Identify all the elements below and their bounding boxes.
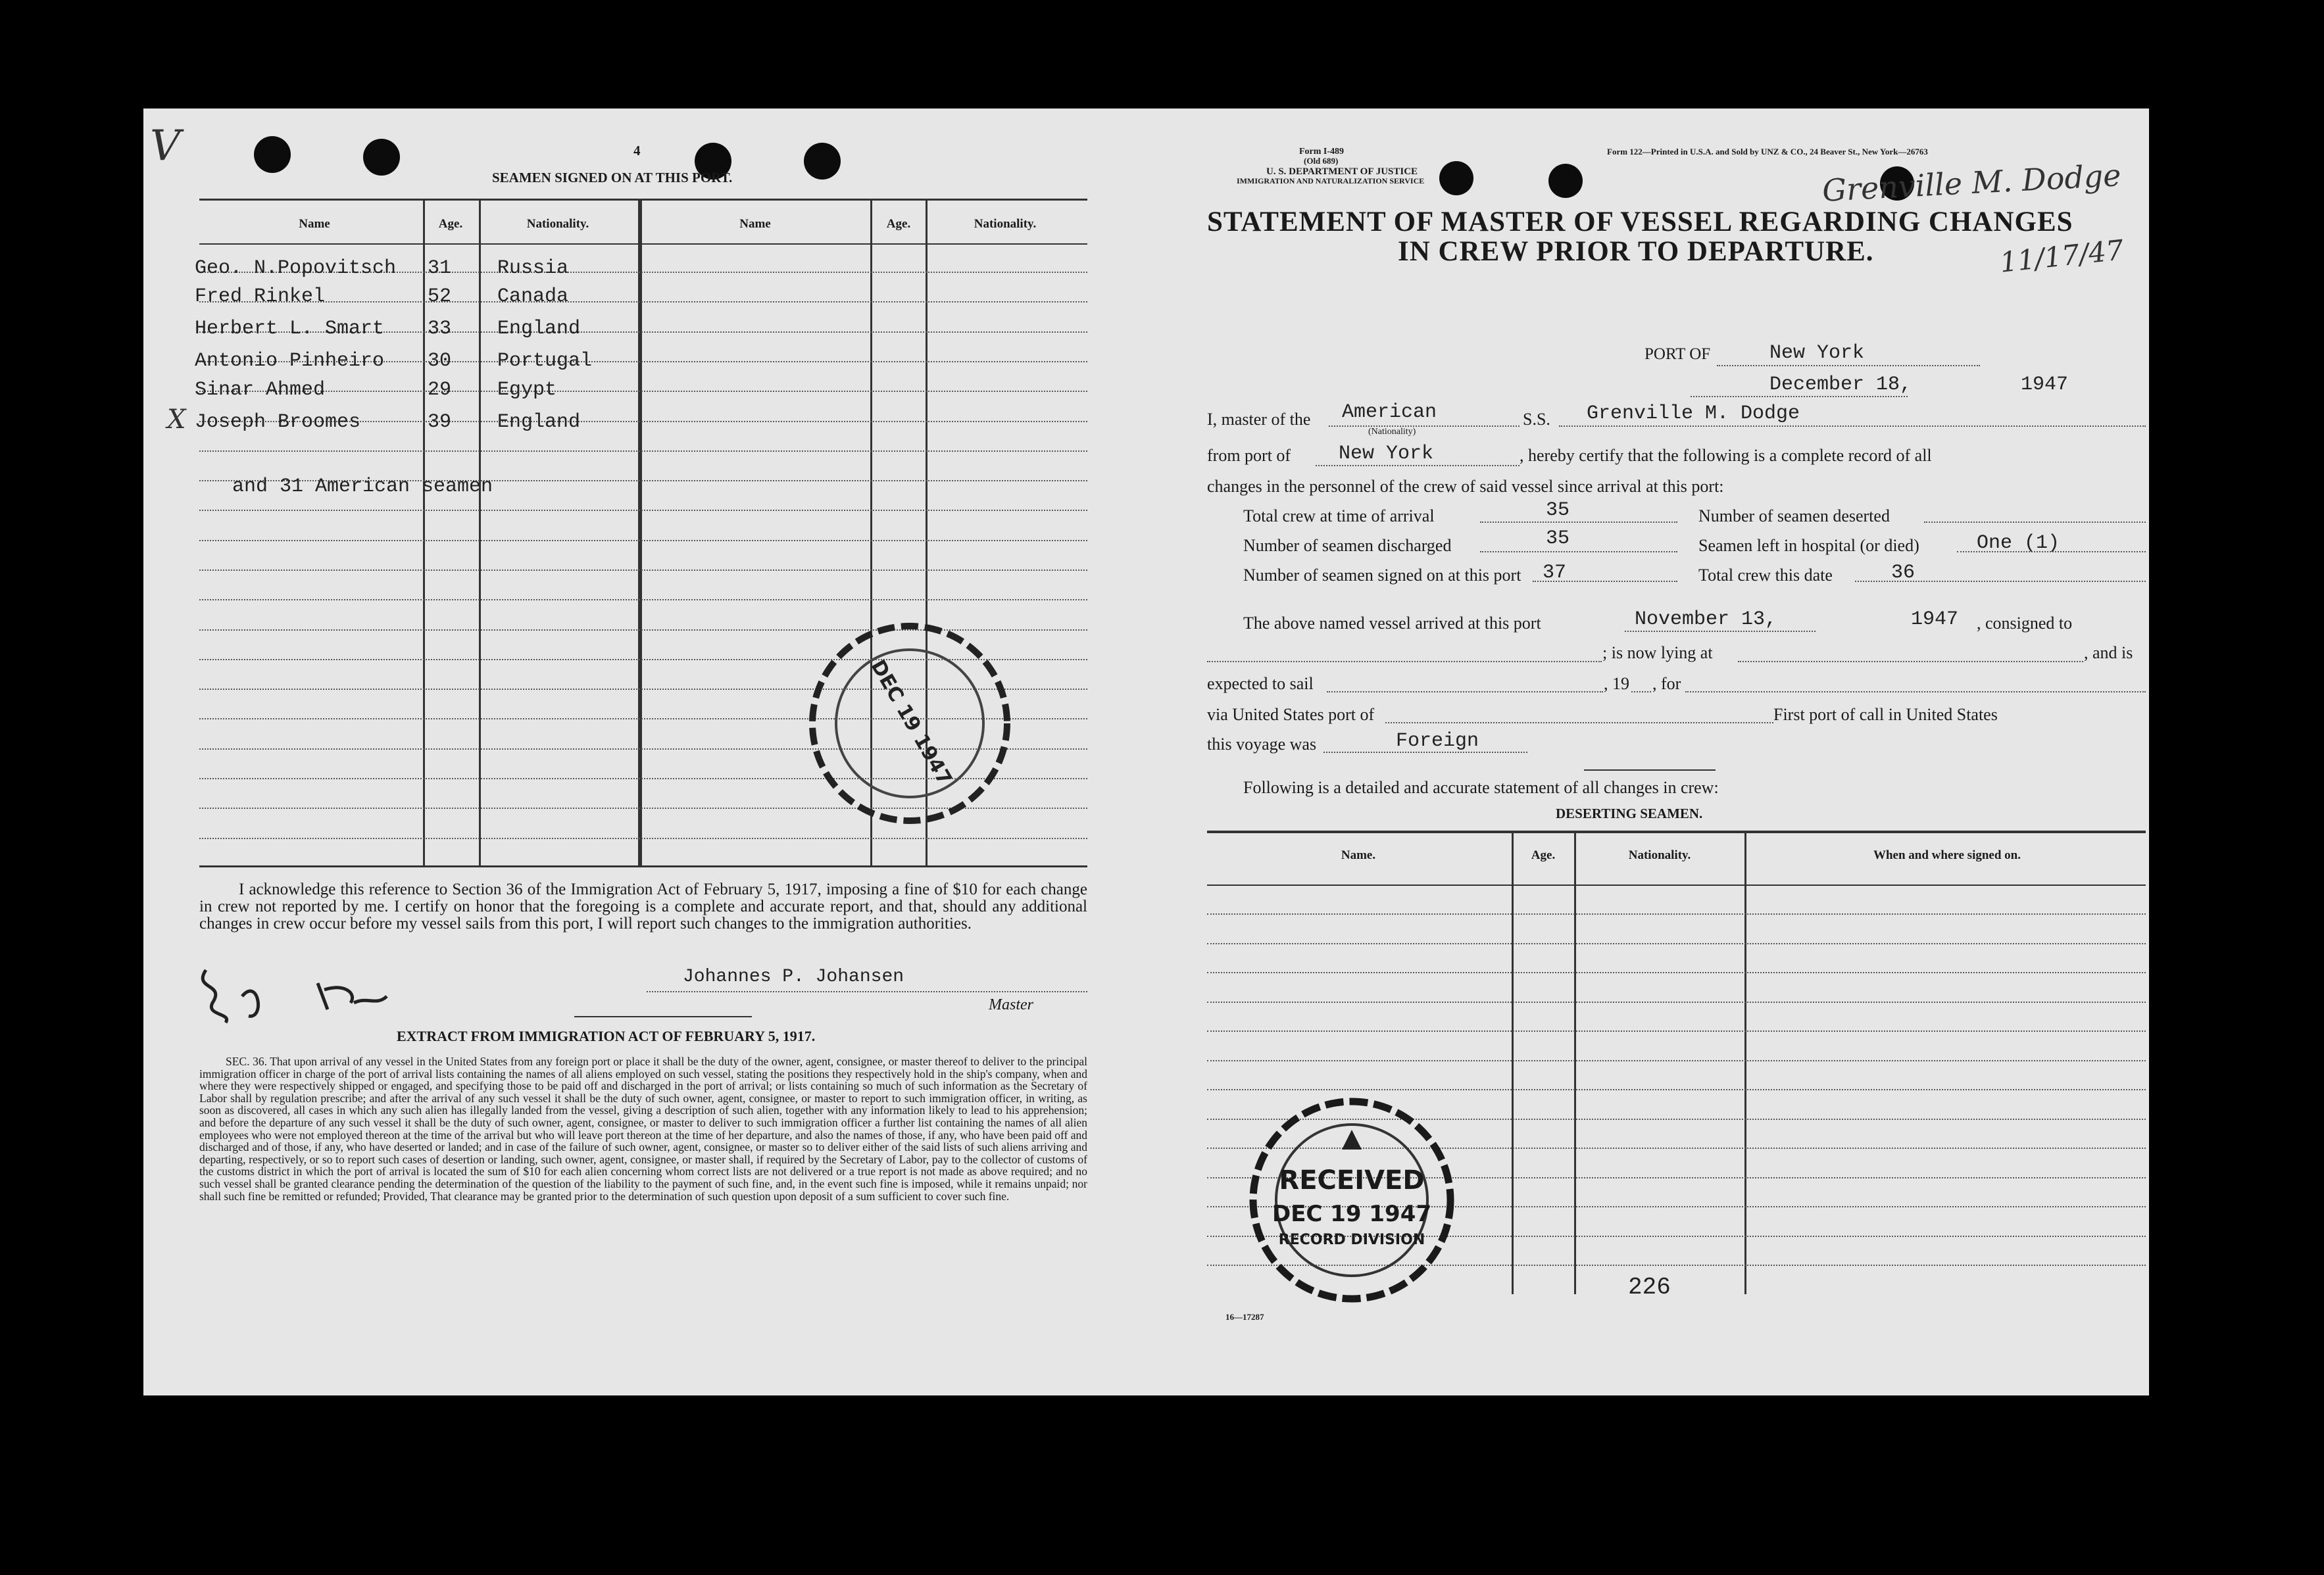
vessel-name-value: Grenville M. Dodge <box>1587 402 1800 425</box>
nationality-value: American <box>1342 401 1437 424</box>
table-rule-line <box>199 838 1087 839</box>
punch-hole <box>804 143 841 180</box>
section-heading: SEAMEN SIGNED ON AT THIS PORT. <box>492 170 733 185</box>
column-header: Age. <box>438 217 463 231</box>
seaman-nationality: Egypt <box>497 379 557 401</box>
table-rule-line <box>1207 913 2146 915</box>
table-top-rule <box>199 199 1087 201</box>
column-divider <box>1574 831 1576 1294</box>
following-text: Following is a detailed and accurate statement of all changes in crew: <box>1243 778 1719 797</box>
lying-label: ; is now lying at <box>1602 643 1713 662</box>
divider-rule <box>574 1016 752 1017</box>
table-rule-line <box>199 599 1087 600</box>
fill-line <box>1480 521 1677 523</box>
consigned-label: , consigned to <box>1977 614 2073 633</box>
page-count-number: 226 <box>1628 1274 1671 1301</box>
extract-text: SEC. 36. That upon arrival of any vessel in the United States from any foreign port or place it shall be the duty of the owner, agent, consignee, or master thereof to deliver to the principal immigration officer in charge of the port of arrival lists containing the names of all aliens employed on such vessel, stating the positions they respectively hold in the ship's company, when and where they were respectively shipped or engaged, and specifying those to be paid off and discharged in the port of arrival; or lists containing so much of such information as the Secretary of Labor shall by regulation prescribe; and after the arrival of any such vessel it shall be the duty of such owner, agent, consignee, or master to report to such immigration officer, in writing, as soon as discovered, all cases in which any such alien has illegally landed from the vessel, giving a description of such alien, together with any information likely to lead to his apprehension; and before the departure of any such vessel it shall be the duty of such owner, agent, consignee, or master to deliver to such immigration officer a further list containing the names of all alien employees who were not employed thereon at the time of the arrival but who will leave port thereon at the time of her departure, and also the names of those, if any, who have been paid off and discharged and of those, if any, who have deserted or landed; and in case of the failure of such owner, agent, consignee, or master so to deliver either of the said lists of such aliens arriving and departing, respectively, or so to report such cases of desertion or landing, such owner, agent, consignee, or master shall, if required by the Secretary of Labor, pay to the collector of customs of the customs district in which the port of arrival is located the sum of $10 for each alien concerning whom correct lists are not delivered or a true report is not made as above required; and no such vessel shall be granted clearance pending the determination of the question of the liability to the payment of such fine, and, in the event such fine is imposed, while it remains unpaid; nor shall such fine be remitted or refunded; Provided, That clearance may be granted prior to the determination of such question upon deposit of a sum sufficient to cover such fine. <box>199 1055 1087 1203</box>
column-header: Name. <box>1341 848 1376 862</box>
table-rule-line <box>1207 1030 2146 1032</box>
received-stamp <box>1243 1092 1460 1309</box>
table-top-rule <box>1207 831 2146 833</box>
table-rule-line <box>1207 1002 2146 1003</box>
received-stamp-division: RECORD DIVISION <box>1278 1232 1425 1248</box>
total-crew-arrival-value: 35 <box>1546 499 1570 521</box>
row-x-mark: X <box>167 404 186 435</box>
table-bottom-rule <box>199 865 1087 867</box>
discharged-label: Number of seamen discharged <box>1243 536 1452 555</box>
column-header: Age. <box>1531 848 1556 862</box>
fill-line <box>1738 661 2083 662</box>
seaman-name: Geo. N.Popovitsch <box>195 257 397 279</box>
fill-line <box>1207 661 1602 662</box>
seaman-nationality: Russia <box>497 257 569 279</box>
fill-line <box>1957 551 2146 552</box>
seaman-name: Antonio Pinheiro <box>195 350 385 372</box>
seaman-age: 39 <box>428 411 452 433</box>
column-divider <box>1512 831 1514 1294</box>
table-rule-line <box>1207 1089 2146 1090</box>
table-rule-line <box>1207 1060 2146 1061</box>
immigration-date-stamp <box>801 615 1018 832</box>
left-page <box>143 109 1151 1395</box>
column-divider <box>479 199 481 865</box>
voyage-label: this voyage was <box>1207 735 1317 754</box>
column-divider <box>1744 831 1746 1294</box>
voyage-value: Foreign <box>1396 730 1479 752</box>
master-of-label: I, master of the <box>1207 410 1311 429</box>
table-rule-line <box>1207 943 2146 944</box>
hospital-label: Seamen left in hospital (or died) <box>1698 536 1919 555</box>
table-header-rule <box>199 243 1087 245</box>
seaman-nationality: England <box>497 318 581 340</box>
service-name: IMMIGRATION AND NATURALIZATION SERVICE <box>1237 176 1425 185</box>
margin-check-mark: V <box>150 122 181 170</box>
total-crew-date-value: 36 <box>1891 562 1916 584</box>
seaman-nationality: Canada <box>497 285 569 308</box>
seaman-name: Herbert L. Smart <box>195 318 385 340</box>
fill-line <box>1691 396 1908 397</box>
form-number: Form I-489 <box>1299 147 1345 157</box>
nationality-caption: (Nationality) <box>1368 427 1416 437</box>
from-port-label: from port of <box>1207 446 1291 465</box>
fill-line <box>1625 631 1816 632</box>
punch-hole <box>1548 164 1583 198</box>
arrived-year: 1947 <box>1911 608 1959 631</box>
signature-line <box>647 991 1087 992</box>
stamp-date: DEC 19 1947 <box>866 656 956 789</box>
divider-rule <box>1584 769 1716 771</box>
column-header: Age. <box>886 217 911 231</box>
column-header: Name <box>299 217 330 231</box>
fill-line <box>1855 581 2146 582</box>
arrived-label: The above named vessel arrived at this port <box>1243 614 1541 633</box>
fill-line <box>1631 691 1651 692</box>
fill-line <box>1559 425 2146 427</box>
punch-hole <box>363 139 400 176</box>
total-crew-arrival-label: Total crew at time of arrival <box>1243 506 1435 525</box>
ss-label: S.S. <box>1523 410 1550 429</box>
year-value: 1947 <box>2021 374 2069 396</box>
via-label: via United States port of <box>1207 705 1375 724</box>
column-divider <box>638 199 642 865</box>
seaman-nationality: England <box>497 411 581 433</box>
table-rule-line <box>1207 972 2146 973</box>
column-header: When and where signed on. <box>1873 848 2021 862</box>
table-rule-line <box>199 510 1087 511</box>
date-value: December 18, <box>1769 374 1912 396</box>
fill-line <box>1480 551 1677 552</box>
from-port-value: New York <box>1339 443 1434 465</box>
table-rule-line <box>199 301 1087 303</box>
seaman-age: 30 <box>428 350 452 372</box>
nineteen-label: , 19 <box>1604 674 1629 693</box>
master-label: Master <box>989 996 1033 1013</box>
handwritten-vessel-name: Grenville M. Dodge <box>1821 157 2122 208</box>
seaman-age: 33 <box>428 318 452 340</box>
right-page <box>1151 109 2149 1395</box>
form-title-line-1: STATEMENT OF MASTER OF VESSEL REGARDING CHANGES <box>1207 206 2073 237</box>
seaman-age: 29 <box>428 379 452 401</box>
seaman-age: 31 <box>428 257 452 279</box>
seaman-name: Sinar Ahmed <box>195 379 326 401</box>
deserted-label: Number of seamen deserted <box>1698 506 1890 525</box>
fill-line <box>1323 752 1527 753</box>
column-header: Nationality. <box>1628 848 1691 862</box>
table-rule-line <box>199 540 1087 541</box>
fill-line <box>1385 722 1773 723</box>
table-rule-line <box>199 391 1087 392</box>
seaman-nationality: Portugal <box>497 350 593 372</box>
for-label: , for <box>1652 674 1681 693</box>
deserting-heading: DESERTING SEAMEN. <box>1556 806 1703 821</box>
official-initials-signature <box>186 957 423 1029</box>
discharged-value: 35 <box>1546 527 1570 550</box>
printer-note: Form 122—Printed in U.S.A. and Sold by UNZ & CO., 24 Beaver St., New York—26763 <box>1607 147 1928 157</box>
summary-line: and 31 American seamen <box>232 475 493 498</box>
form-old-number: (Old 689) <box>1304 156 1339 166</box>
arrived-value: November 13, <box>1635 608 1777 631</box>
print-code: 16—17287 <box>1225 1312 1264 1322</box>
handwritten-date: 11/17/47 <box>1998 233 2125 279</box>
fill-line <box>1316 465 1520 466</box>
fill-line <box>1329 425 1520 427</box>
changes-text: changes in the personnel of the crew of said vessel since arrival at this port: <box>1207 477 1724 496</box>
page-number: 4 <box>633 143 641 158</box>
table-rule-line <box>199 569 1087 571</box>
fill-line <box>1717 365 1980 366</box>
seaman-name: Joseph Broomes <box>195 411 361 433</box>
column-header: Nationality. <box>526 217 589 231</box>
fill-line <box>1924 521 2146 523</box>
port-label: PORT OF <box>1644 345 1711 363</box>
fill-line <box>1533 581 1677 582</box>
seaman-age: 52 <box>428 285 452 308</box>
punch-hole <box>254 136 291 173</box>
port-value: New York <box>1769 342 1865 364</box>
fill-line <box>1327 691 1603 692</box>
punch-hole <box>1439 161 1473 195</box>
table-header-rule <box>1207 884 2146 886</box>
column-divider <box>423 199 425 865</box>
table-rule-line <box>199 450 1087 452</box>
fill-line <box>1685 691 2146 692</box>
form-title-line-2: IN CREW PRIOR TO DEPARTURE. <box>1398 236 1874 267</box>
received-stamp-date: DEC 19 1947 <box>1272 1201 1432 1227</box>
and-is-label: , and is <box>2084 643 2133 662</box>
certify-text: , hereby certify that the following is a complete record of all <box>1520 446 1932 465</box>
signed-on-label: Number of seamen signed on at this port <box>1243 566 1521 585</box>
expected-label: expected to sail <box>1207 674 1314 693</box>
extract-title: EXTRACT FROM IMMIGRATION ACT OF FEBRUARY 5, 1917. <box>397 1028 816 1044</box>
acknowledgement-text: I acknowledge this reference to Section 36 of the Immigration Act of February 5, 1917, imposing a fine of $10 for each change in crew not reported by me. I certify on honor that the foregoing is a complete and accurate report, and that, should any additional changes in crew occur before my vessel sails from this port, I will report such changes to the immigration authorities. <box>199 881 1087 933</box>
hospital-value: One (1) <box>1977 532 2060 554</box>
signed-on-value: 37 <box>1543 562 1567 584</box>
column-header: Nationality. <box>974 217 1037 231</box>
column-header: Name <box>739 217 771 231</box>
seaman-name: Fred Rinkel <box>195 285 326 308</box>
received-stamp-title: RECEIVED <box>1279 1165 1425 1196</box>
department-name: U. S. DEPARTMENT OF JUSTICE <box>1266 166 1418 177</box>
total-crew-date-label: Total crew this date <box>1698 566 1833 585</box>
first-port-label: First port of call in United States <box>1773 705 1998 724</box>
master-signature: Johannes P. Johansen <box>683 967 904 987</box>
